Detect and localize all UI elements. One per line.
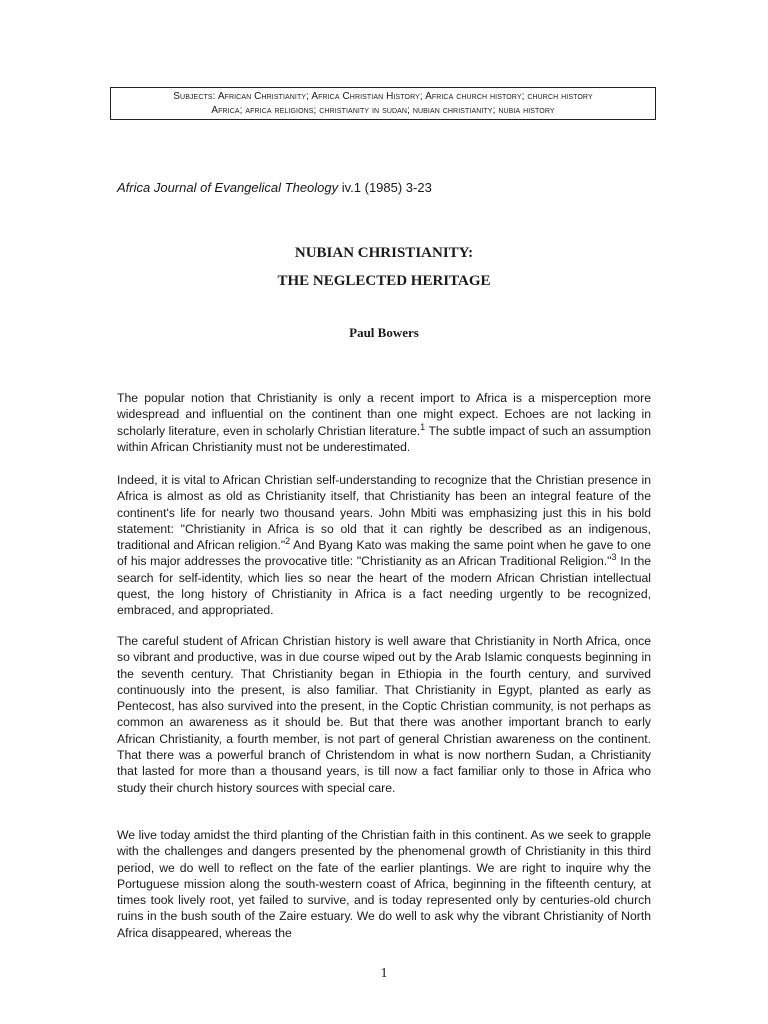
page-number: 1 [380,966,388,981]
paragraph-2-text-a: Indeed, it is vital to African Christian self-understanding to recognize that the Christian presence in Africa is almost as old as Christianity itself, that Christianity has been an integral feature of the continent's life for nearly two thousand years. John Mbiti was emphasizing just this in his bold statement: "Christianity in Africa is so old that it can rightly be described as an indigenous, traditional and African religion." [117,473,651,553]
paragraph-1-text-b: The subtle impact of such an assumption within African Christianity must not be underestimated. [117,423,651,454]
paragraph-4: We live today amidst the third planting of the Christian faith in this continent. As we seek to grapple with the challenges and dangers presented by the phenomenal growth of Christianity in this third period, we do well to reflect on the fate of the earlier plantings. We are right to inquire why the Portuguese mission along the south-western coast of Africa, beginning in the fifteenth century, at times took lively root, yet failed to survive, and is today represented only by centuries-old church ruins in the bush south of the Zaire estuary. We do well to ask why the vibrant Christianity of North Africa disappeared, whereas the [117,828,651,940]
footnote-ref-1: 1 [420,421,426,432]
subjects-line-2: Africa; africa religions; christianity in sudan; nubian christianity; nubia history [211,105,555,116]
paragraph-3: The careful student of African Christian history is well aware that Christianity in North Africa, once so vibrant and productive, was in due course wiped out by the Arab Islamic conquests beginning in the seventh century. That Christianity began in Ethiopia in the fourth century, and survived continuously into the present, is also familiar. That Christianity in Egypt, planted as early as Pentecost, has also survived into the present, in the Coptic Christian community, is not perhaps as common an awareness as it should be. But that there was another important branch to early African Christianity, a fourth member, is not part of general Christian awareness on the continent. That there was a powerful branch of Christendom in what is now northern Sudan, a Christianity that lasted for more than a thousand years, is till now a fact familiar only to those in Africa who study their church history sources with special care. [117,634,651,795]
paragraph-1-text-a: The popular notion that Christianity is only a recent import to Africa is a misperception more widespread and influential on the continent than one might expect. Echoes are not lacking in scholarly literature, even in scholarly Christian literature. [117,391,651,438]
citation-details: iv.1 (1985) 3-23 [338,180,432,195]
paragraph-2-text-c: In the search for self-identity, which lies so near the heart of the modern African Christian intellectual quest, the long history of Christianity in Africa is a fact needing urgently to be recognized, embraced, and appropriated. [117,554,651,618]
subjects-line-1: Subjects: African Christianity; Africa Christian History; Africa church history; church history [173,91,593,102]
subjects-box [110,87,656,120]
article-title-line-1: NUBIAN CHRISTIANITY: [294,245,474,261]
journal-name: Africa Journal of Evangelical Theology [117,180,339,195]
article-title-line-2: THE NEGLECTED HERITAGE [277,273,491,289]
journal-citation [117,180,432,195]
footnote-ref-3: 3 [611,552,617,563]
paragraph-2 [117,472,651,619]
paragraph-1 [117,390,651,455]
paragraph-2-text-b: And Byang Kato was making the same point when he gave to one of his major addresses the provocative title: "Christianity as an African Traditional Religion." [117,538,651,569]
author-name: Paul Bowers [349,325,419,340]
footnote-ref-2: 2 [285,536,291,547]
